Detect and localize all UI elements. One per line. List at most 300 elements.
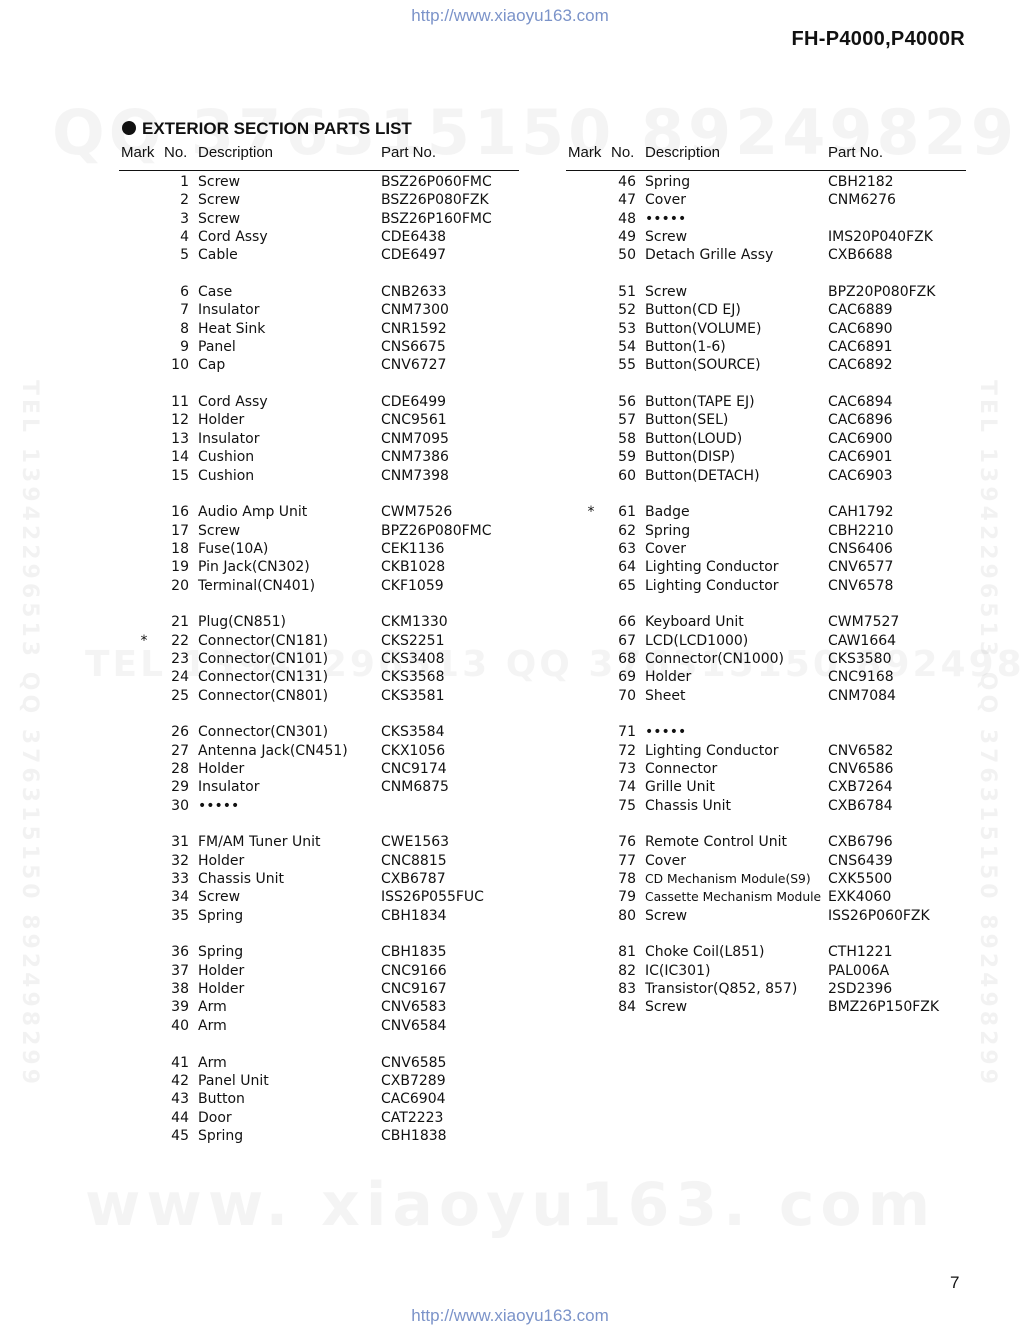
row-number: 39 (171, 999, 189, 1016)
row-number: 60 (618, 467, 636, 484)
row-number: 81 (618, 944, 636, 961)
row-number: 48 (618, 210, 636, 227)
row-number: 22 (171, 632, 189, 649)
table-row (119, 962, 519, 980)
row-number: 9 (180, 339, 189, 356)
row-number: 52 (618, 302, 636, 319)
table-row (566, 467, 966, 485)
row-part-no: IMS20P040FZK (828, 229, 933, 246)
table-row (566, 723, 966, 741)
table-row (119, 1017, 519, 1035)
row-description: Arm (198, 1054, 227, 1071)
table-row (119, 632, 519, 650)
table-header (566, 144, 966, 171)
header-no: No. (164, 144, 188, 161)
row-part-no: BSZ26P060FMC (381, 174, 492, 190)
row-description: Screw (645, 229, 688, 246)
row-number: 31 (171, 834, 189, 851)
row-description: CD Mechanism Module(S9) (645, 872, 811, 887)
row-part-no: CNM7300 (381, 302, 449, 319)
row-number: 7 (180, 302, 189, 319)
row-description: Insulator (198, 779, 260, 796)
table-row (119, 246, 519, 264)
table-row (119, 1072, 519, 1090)
table-row (566, 411, 966, 429)
row-number: 82 (618, 962, 636, 979)
row-part-no: CAC6896 (828, 412, 893, 429)
row-part-no: CAC6890 (828, 320, 893, 337)
table-row (566, 742, 966, 760)
row-number: 37 (171, 962, 189, 979)
row-description: Button(DETACH) (645, 467, 760, 484)
row-part-no: CNS6406 (828, 540, 893, 557)
row-number: 72 (618, 742, 636, 759)
row-part-no: CBH1838 (381, 1127, 447, 1144)
row-part-no: CNC8815 (381, 852, 447, 869)
row-number: 66 (618, 614, 636, 631)
row-description: Panel Unit (198, 1072, 269, 1089)
row-part-no: CWM7527 (828, 614, 900, 631)
table-row (566, 998, 966, 1016)
row-number: 41 (171, 1054, 189, 1071)
parts-table-left (119, 144, 519, 1145)
row-description: Heat Sink (198, 320, 266, 337)
row-description: Detach Grille Assy (645, 247, 774, 264)
table-row (119, 778, 519, 796)
header-mark: Mark (568, 144, 602, 161)
row-description: Case (198, 284, 233, 301)
row-number: 78 (618, 871, 636, 888)
row-part-no: CDE6438 (381, 229, 447, 246)
row-description: Button (198, 1091, 245, 1108)
row-part-no: CKS3581 (381, 687, 445, 704)
table-row (566, 338, 966, 356)
table-row (566, 577, 966, 595)
row-part-no: CAC6894 (828, 394, 893, 411)
row-description: Cord Assy (198, 394, 268, 411)
table-row (119, 503, 519, 521)
row-part-no: CNS6439 (828, 852, 893, 869)
table-row (566, 980, 966, 998)
table-row (566, 797, 966, 815)
table-row (566, 668, 966, 686)
row-number: 36 (171, 944, 189, 961)
row-description: Arm (198, 1017, 227, 1034)
row-part-no: CAC6901 (828, 449, 893, 466)
row-description: Screw (645, 999, 688, 1016)
row-part-no: CBH1834 (381, 907, 447, 924)
table-row (566, 943, 966, 961)
row-description: Holder (198, 962, 245, 979)
section-title (122, 119, 412, 139)
row-description: Connector(CN301) (198, 724, 329, 741)
row-part-no: CXK5500 (828, 871, 893, 888)
row-number: 47 (618, 192, 636, 209)
row-description: Spring (645, 522, 691, 539)
row-description: ••••• (645, 210, 687, 227)
row-part-no: CNV6586 (828, 761, 894, 777)
row-part-no: CAH1792 (828, 504, 894, 521)
row-description: ••••• (645, 724, 687, 741)
table-header (119, 144, 519, 171)
table-row (119, 760, 519, 778)
row-description: Cover (645, 540, 686, 557)
row-description: Button(SOURCE) (645, 357, 761, 374)
row-description: Connector(CN101) (198, 650, 329, 667)
row-part-no: CNM6276 (828, 192, 896, 209)
table-row (566, 210, 966, 228)
table-row (119, 613, 519, 631)
table-row (119, 980, 519, 998)
row-description: Spring (198, 1127, 244, 1144)
table-row (566, 320, 966, 338)
rows-right (566, 171, 966, 1017)
row-description: Cushion (198, 449, 255, 466)
row-description: Holder (198, 412, 245, 429)
row-part-no: CKM1330 (381, 614, 448, 631)
table-row (119, 320, 519, 338)
table-row (566, 833, 966, 851)
table-row (566, 778, 966, 796)
table-row (566, 191, 966, 209)
row-description: Insulator (198, 302, 260, 319)
row-number: 29 (171, 779, 189, 796)
row-part-no: CTH1221 (828, 944, 893, 961)
table-row (119, 870, 519, 888)
row-number: 30 (171, 797, 189, 814)
row-number: 23 (171, 650, 189, 667)
row-description: Audio Amp Unit (198, 504, 308, 521)
row-number: 68 (618, 650, 636, 667)
row-description: Button(SEL) (645, 412, 729, 429)
row-part-no: EXK4060 (828, 889, 892, 906)
row-description: ••••• (198, 797, 240, 814)
row-part-no: CKF1059 (381, 577, 444, 594)
row-number: 75 (618, 797, 636, 814)
row-description: Cord Assy (198, 229, 268, 246)
row-mark: * (587, 504, 595, 521)
row-part-no: CXB7264 (828, 779, 893, 796)
table-row (119, 943, 519, 961)
row-description: Remote Control Unit (645, 834, 788, 851)
row-description: Screw (645, 284, 688, 301)
table-row (119, 852, 519, 870)
row-part-no: CNV6584 (381, 1017, 447, 1034)
row-part-no: PAL006A (828, 962, 890, 979)
row-description: FM/AM Tuner Unit (198, 834, 321, 851)
row-number: 10 (171, 357, 189, 374)
row-description: Holder (198, 852, 245, 869)
row-description: Spring (645, 174, 691, 190)
row-part-no: CNC9168 (828, 669, 894, 686)
row-description: Screw (198, 889, 241, 906)
row-part-no: CAC6889 (828, 302, 893, 319)
row-part-no: CAC6892 (828, 357, 893, 374)
row-description: Antenna Jack(CN451) (198, 742, 348, 759)
table-row (119, 907, 519, 925)
row-number: 35 (171, 907, 189, 924)
header-mark: Mark (121, 144, 155, 161)
row-number: 76 (618, 834, 636, 851)
table-row (566, 613, 966, 631)
row-part-no: CNB2633 (381, 284, 447, 301)
row-number: 6 (180, 284, 189, 301)
table-row (566, 173, 966, 191)
header-description: Description (645, 144, 721, 161)
row-number: 77 (618, 852, 636, 869)
table-row (566, 246, 966, 264)
table-row (119, 998, 519, 1016)
table-row (119, 888, 519, 906)
row-description: Pin Jack(CN302) (198, 559, 310, 576)
row-part-no: CAT2223 (381, 1109, 444, 1126)
row-number: 70 (618, 687, 636, 704)
row-part-no: CKB1028 (381, 559, 446, 576)
table-row (566, 228, 966, 246)
row-description: Connector(CN1000) (645, 650, 785, 667)
row-number: 53 (618, 320, 636, 337)
table-row (119, 430, 519, 448)
row-part-no: CXB6787 (381, 871, 446, 888)
row-part-no: CNM7386 (381, 449, 449, 466)
row-number: 79 (618, 889, 636, 906)
table-row (566, 283, 966, 301)
header-part-no: Part No. (828, 144, 884, 161)
watermark-side-left: TEL 13942296513 QQ 376315150 892498299 (17, 380, 42, 1089)
header-description: Description (198, 144, 274, 161)
row-description: Screw (645, 907, 688, 924)
row-description: Connector(CN131) (198, 669, 329, 686)
table-row (119, 448, 519, 466)
row-description: Choke Coil(L851) (645, 944, 765, 961)
row-description: Door (198, 1109, 232, 1126)
row-mark: * (140, 632, 148, 649)
row-number: 58 (618, 430, 636, 447)
row-number: 54 (618, 339, 636, 356)
table-row (566, 687, 966, 705)
table-row (566, 760, 966, 778)
row-part-no: CBH2182 (828, 174, 894, 190)
source-url-bottom[interactable]: http://www.xiaoyu163.com (411, 1306, 609, 1325)
row-number: 46 (618, 174, 636, 190)
row-part-no: 2SD2396 (828, 981, 893, 998)
row-description: Cover (645, 192, 686, 209)
row-part-no: CNV6582 (828, 742, 894, 759)
table-row (566, 852, 966, 870)
row-part-no: CNV6578 (828, 577, 894, 594)
row-number: 40 (171, 1017, 189, 1034)
row-description: Button(LOUD) (645, 430, 743, 447)
table-row (566, 650, 966, 668)
table-row (566, 888, 966, 906)
table-row (119, 577, 519, 595)
table-row (119, 558, 519, 576)
row-number: 2 (180, 192, 189, 209)
row-number: 71 (618, 724, 636, 741)
table-row (119, 228, 519, 246)
row-description: Chassis Unit (645, 797, 731, 814)
rows-left (119, 171, 519, 1145)
row-description: Button(TAPE EJ) (645, 394, 755, 411)
row-part-no: CEK1136 (381, 540, 445, 557)
row-number: 27 (171, 742, 189, 759)
row-number: 20 (171, 577, 189, 594)
row-number: 1 (180, 174, 189, 190)
row-number: 61 (618, 504, 636, 521)
row-number: 64 (618, 559, 636, 576)
row-part-no: CNC9166 (381, 962, 447, 979)
watermark-side-right: TEL 13942296513 QQ 376315150 892498299 (975, 380, 1000, 1089)
table-row (119, 301, 519, 319)
row-part-no: CKS3580 (828, 650, 892, 667)
row-description: Cushion (198, 467, 255, 484)
source-url-top[interactable]: http://www.xiaoyu163.com (411, 6, 609, 25)
row-number: 15 (171, 467, 189, 484)
table-row (566, 540, 966, 558)
row-part-no: CKS3408 (381, 650, 445, 667)
row-number: 73 (618, 761, 636, 777)
row-description: Cable (198, 247, 238, 264)
row-number: 28 (171, 761, 189, 777)
section-title-text: EXTERIOR SECTION PARTS LIST (142, 119, 412, 138)
row-description: Screw (198, 192, 241, 209)
row-description: Screw (198, 522, 241, 539)
row-part-no: ISS26P060FZK (828, 907, 930, 924)
row-description: IC(IC301) (645, 962, 711, 979)
row-part-no: CKS3568 (381, 669, 445, 686)
row-number: 63 (618, 540, 636, 557)
row-description: Spring (198, 944, 244, 961)
row-description: Screw (198, 174, 241, 190)
row-description: Lighting Conductor (645, 742, 779, 759)
row-number: 38 (171, 981, 189, 998)
row-number: 84 (618, 999, 636, 1016)
row-description: Badge (645, 504, 690, 521)
bullet-icon (122, 121, 136, 135)
table-row (119, 1090, 519, 1108)
row-number: 45 (171, 1127, 189, 1144)
row-number: 49 (618, 229, 636, 246)
model-title: FH-P4000,P4000R (791, 28, 965, 50)
row-part-no: CAC6904 (381, 1091, 446, 1108)
row-description: Connector(CN181) (198, 632, 329, 649)
row-description: Insulator (198, 430, 260, 447)
table-row (566, 448, 966, 466)
row-number: 50 (618, 247, 636, 264)
table-row (119, 467, 519, 485)
row-number: 25 (171, 687, 189, 704)
table-row (119, 191, 519, 209)
row-part-no: BPZ26P080FMC (381, 522, 492, 539)
row-description: Button(CD EJ) (645, 302, 741, 319)
row-number: 69 (618, 669, 636, 686)
row-description: Connector (645, 761, 718, 777)
row-number: 12 (171, 412, 189, 429)
row-part-no: BSZ26P160FMC (381, 210, 492, 227)
row-description: Terminal(CN401) (198, 577, 316, 594)
row-description: Transistor(Q852, 857) (645, 981, 798, 998)
table-row (119, 173, 519, 191)
row-part-no: CAC6903 (828, 467, 893, 484)
table-row (119, 668, 519, 686)
row-number: 59 (618, 449, 636, 466)
table-row (566, 503, 966, 521)
row-number: 33 (171, 871, 189, 888)
row-part-no: CNM7084 (828, 687, 896, 704)
table-row (119, 411, 519, 429)
row-part-no: CWM7526 (381, 504, 453, 521)
row-part-no: CAC6891 (828, 339, 893, 356)
row-number: 32 (171, 852, 189, 869)
row-part-no: CNS6675 (381, 339, 446, 356)
row-part-no: ISS26P055FUC (381, 889, 484, 906)
row-number: 57 (618, 412, 636, 429)
table-row (119, 742, 519, 760)
row-number: 62 (618, 522, 636, 539)
row-description: Grille Unit (645, 779, 715, 796)
row-description: Button(VOLUME) (645, 320, 762, 337)
row-part-no: CXB6688 (828, 247, 893, 264)
table-row (119, 723, 519, 741)
table-row (566, 522, 966, 540)
row-number: 16 (171, 504, 189, 521)
row-description: Lighting Conductor (645, 577, 779, 594)
row-number: 65 (618, 577, 636, 594)
header-no: No. (611, 144, 635, 161)
row-part-no: CKS3584 (381, 724, 445, 741)
row-description: Screw (198, 210, 241, 227)
table-row (566, 632, 966, 650)
table-row (566, 962, 966, 980)
row-part-no: CNV6585 (381, 1054, 447, 1071)
row-description: Holder (198, 981, 245, 998)
row-number: 83 (618, 981, 636, 998)
table-row (119, 687, 519, 705)
row-description: LCD(LCD1000) (645, 632, 749, 649)
watermark-site (85, 1170, 936, 1240)
table-row (119, 797, 519, 815)
row-number: 21 (171, 614, 189, 631)
row-part-no: CNC9561 (381, 412, 447, 429)
table-row (566, 558, 966, 576)
row-number: 26 (171, 724, 189, 741)
row-number: 74 (618, 779, 636, 796)
row-number: 34 (171, 889, 189, 906)
header-part-no: Part No. (381, 144, 437, 161)
table-row (119, 1054, 519, 1072)
row-description: Fuse(10A) (198, 540, 269, 557)
table-row (119, 210, 519, 228)
table-row (119, 522, 519, 540)
row-number: 24 (171, 669, 189, 686)
row-part-no: BMZ26P150FZK (828, 999, 940, 1016)
row-description: Panel (198, 339, 236, 356)
row-number: 19 (171, 559, 189, 576)
row-number: 14 (171, 449, 189, 466)
row-number: 3 (180, 210, 189, 227)
page-number: 7 (950, 1273, 960, 1292)
row-part-no: CNM7398 (381, 467, 449, 484)
row-number: 43 (171, 1091, 189, 1108)
row-part-no: CWE1563 (381, 834, 450, 851)
row-description: Sheet (645, 687, 686, 704)
row-description: Plug(CN851) (198, 614, 286, 631)
row-number: 55 (618, 357, 636, 374)
table-row (566, 907, 966, 925)
row-part-no: CKS2251 (381, 632, 445, 649)
row-number: 18 (171, 540, 189, 557)
row-part-no: CDE6499 (381, 394, 447, 411)
